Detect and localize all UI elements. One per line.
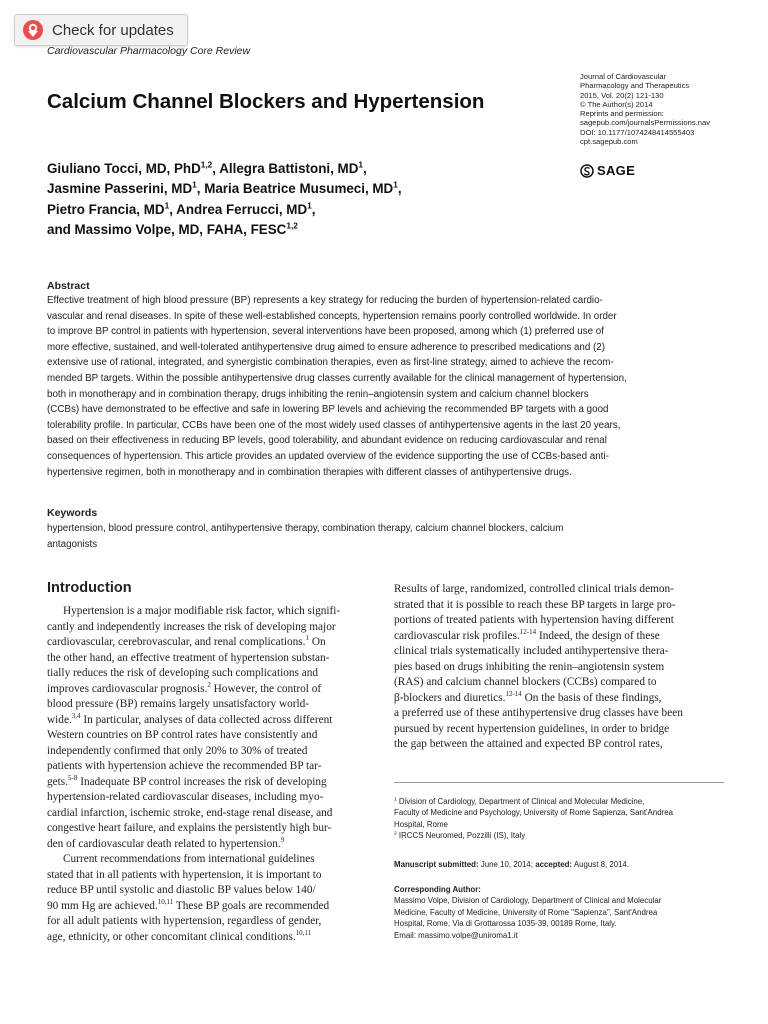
body-text-line: Results of large, randomized, controlled clinical trials demon- [394, 583, 674, 595]
abstract-line: Effective treatment of high blood pressure (BP) represents a key strategy for reducing the burden of hypertension-related cardio- [47, 295, 603, 306]
keywords-body [47, 521, 723, 552]
abstract-line: hypertensive regimen, both in monotherapy and in combination therapies with different classes of antihypertensive drugs. [47, 466, 572, 478]
keywords-line: hypertension, blood pressure control, antihypertensive therapy, combination therapy, calcium channel blockers, calcium [47, 523, 564, 534]
abstract-line: consequences of hypertension. This article provides an updated overview of the evidence supporting the use of CCBs-based anti- [47, 450, 609, 462]
corresponding-author-line: Medicine, Faculty of Medicine, University of Rome "Sapienza", Sant'Andrea [394, 907, 658, 917]
journal-info-line[interactable]: cpt.sagepub.com [580, 137, 638, 147]
publisher-name: SAGE [597, 163, 636, 178]
introduction-right-column [394, 582, 724, 753]
check-for-updates-label: Check for updates [52, 21, 174, 39]
keywords-heading: Keywords [47, 507, 98, 519]
journal-info-line[interactable]: DOI: 10.1177/1074248414555403 [580, 127, 695, 137]
body-text-line: strated that it is possible to reach these BP targets in large pro- [394, 598, 676, 611]
citation-ref[interactable]: 10,11 [295, 928, 312, 937]
journal-info-line: Reprints and permission: [580, 109, 664, 119]
body-text-line: the gap between the attained and expected BP control rates, [394, 738, 663, 750]
body-text-line: stated that in all patients with hypertension, it is important to [47, 868, 322, 881]
corresponding-author-line: Hospital, Rome, Via di Grottarossa 1035-39, 00189 Rome, Italy. [394, 919, 617, 929]
body-text-line: β-blockers and diuretics.$^{12-14}$ On the basis of these findings, [394, 689, 662, 704]
citation-ref[interactable]: 2 [207, 680, 211, 689]
body-text-line: cardial infarction, ischemic stroke, end-stage renal disease, and [47, 806, 333, 819]
author-line: and Massimo Volpe, MD, FAHA, FESC$^{1,2}$ [47, 220, 298, 237]
abstract-line: based on their effectiveness in reducing BP levels, good tolerability, and abundant evidence on reducing cardiovascular and renal [47, 435, 607, 447]
body-text-line: hypertension-related cardiovascular diseases, including myo- [47, 791, 324, 803]
body-text-line: independently confirmed that only 20% to 30% of treated [47, 744, 308, 757]
publisher-logo [580, 163, 635, 178]
body-text-line: for all adult patients with hypertension, regardless of gender, [47, 915, 322, 927]
journal-info [580, 72, 710, 146]
manuscript-dates [394, 859, 734, 870]
citation-ref[interactable]: 5-8 [68, 773, 78, 782]
journal-info-line: Journal of Cardiovascular [580, 72, 667, 81]
journal-info-line[interactable]: sagepub.com/journalsPermissions.nav [580, 118, 711, 128]
check-for-updates-button[interactable] [14, 14, 188, 46]
journal-info-line: Pharmacology and Therapeutics [580, 81, 690, 91]
body-text-line: blood pressure (BP) remains largely unsatisfactory world- [47, 698, 310, 710]
body-text-line: pursued by recent hypertension guidelines, in order to bridge [394, 722, 670, 735]
citation-ref[interactable]: 1 [305, 634, 309, 643]
corresponding-author-email[interactable]: Email: massimo.volpe@uniroma1.it [394, 930, 518, 940]
abstract-heading: Abstract [47, 280, 90, 292]
journal-info-line: © The Author(s) 2014 [580, 99, 653, 109]
body-text-line: Western countries on BP control rates have consistently and [47, 729, 318, 741]
article-title: Calcium Channel Blockers and Hypertension [47, 90, 485, 113]
author-line: Jasmine Passerini, $MD^1$, Maria Beatrice Musumeci, $MD^1$, [47, 179, 402, 197]
introduction-left-column [47, 604, 377, 945]
author-line: Giuliano Tocci, MD, PhD$^{1,2}$, Allegra Battistoni, $MD^1$, [47, 159, 367, 176]
body-text-line: Current recommendations from international guidelines [63, 853, 315, 865]
author-list [47, 159, 402, 240]
body-text-line: Hypertension is a major modifiable risk factor, which signifi- [63, 605, 341, 617]
footnote-divider [394, 782, 724, 783]
body-text-line: wide.$^{3,4}$ In particular, analyses of data collected across different [47, 711, 333, 726]
abstract-line: to improve BP control in patients with hypertension, several interventions have been proposed, among which (1) preferred use of [47, 326, 604, 338]
corresponding-author-line: Massimo Volpe, Division of Cardiology, Department of Clinical and Molecular [394, 896, 662, 906]
body-text-line: congestive heart failure, and explains the persistently high bur- [47, 822, 332, 834]
body-text-line: a preferred use of these antihypertensive drug classes have been [394, 707, 683, 719]
affiliation-line: $^1$ Division of Cardiology, Department of Clinical and Molecular Medicine, [394, 797, 645, 806]
body-text-line: portions of treated patients with hypertension having different [394, 614, 674, 626]
body-text-line: 90 mm Hg are achieved.$^{10,11}$ These BP goals are recommended [47, 897, 330, 912]
body-text-line: den of cardiovascular death related to hypertension.$^9$ [47, 835, 285, 850]
affiliation-line: $^2$ IRCCS Neuromed, Pozzilli (IS), Italy [394, 831, 526, 841]
corresponding-author [394, 884, 734, 941]
abstract-line: extensive use of rational, integrated, and synergistic combination therapies, even as first-line strategy, aimed to achieve the recom- [47, 357, 614, 369]
affiliations-footnote [394, 796, 734, 842]
sage-logo-icon [580, 164, 594, 178]
body-text-line: patients with hypertension achieve the recommended BP tar- [47, 760, 322, 772]
body-text-line: cardiovascular risk profiles.$^{12-14}$ Indeed, the design of these [394, 627, 660, 642]
abstract-line: both in monotherapy and in combination therapy, drugs inhibiting the renin–angiotensin system and calcium channel blockers [47, 388, 589, 400]
citation-ref[interactable]: 9 [280, 835, 285, 844]
abstract-line: vascular and renal diseases. In spite of these well-established concepts, hypertension remains poorly controlled worldwide. In order [47, 310, 617, 322]
body-text-line: improves cardiovascular prognosis.$^2$ However, the control of [47, 680, 322, 695]
citation-ref[interactable]: 3,4 [71, 711, 81, 720]
body-text-line: clinical trials systematically included antihypertensive thera- [394, 645, 669, 657]
corresponding-author-heading: Corresponding Author: [394, 885, 481, 894]
citation-ref[interactable]: 12-14 [505, 689, 522, 698]
citation-ref[interactable]: 10,11 [157, 897, 174, 906]
keywords-line: antagonists [47, 538, 98, 550]
body-text-line: cantly and independently increases the risk of developing major [47, 620, 336, 633]
abstract-line: mended BP targets. Within the possible antihypertensive drug classes currently available for the clinical management of hypertension, [47, 372, 627, 384]
body-text-line: cardiovascular, cerebrovascular, and renal complications.$^1$ On [47, 634, 326, 648]
author-line: Pietro Francia, $MD^1$, Andrea Ferrucci, $MD^1$, [47, 200, 316, 217]
body-text-line: the other hand, an effective treatment of hypertension substan- [47, 651, 330, 664]
abstract-line: more effective, sustained, and well-tolerated antihypertensive drug aimed to ensure adherence to prescribed medications and (2) [47, 341, 606, 353]
journal-info-line: 2015, Vol. 20(2) 121-130 [580, 90, 664, 100]
body-text-line: gets.$^{5-8}$ Inadequate BP control increases the risk of developing [47, 773, 327, 788]
body-text-line: pies based on drugs inhibiting the renin–angiotensin system [394, 660, 665, 673]
citation-ref[interactable]: 12-14 [519, 627, 537, 636]
body-text-line: reduce BP until systolic and diastolic BP values below 140/ [47, 884, 316, 896]
introduction-heading: Introduction [47, 580, 132, 596]
abstract-line: tolerability profile. In particular, CCBs have been one of the most widely used classes of antihypertensive agents in the last 20 years, [47, 419, 621, 431]
body-text-line: tially reduces the risk of developing such complications and [47, 667, 319, 679]
abstract-line: (CCBs) have demonstrated to be effective and safe in lowering BP levels and achieving the recommended BP targets with a good [47, 404, 609, 416]
series-title: Cardiovascular Pharmacology Core Review [47, 45, 251, 57]
body-text-line: age, ethnicity, or other concomitant clinical conditions.$^{10,11}$ [47, 928, 312, 943]
manuscript-dates-line: Manuscript submitted: June 10, 2014; accepted: August 8, 2014. [394, 860, 630, 869]
body-text-line: (RAS) and calcium channel blockers (CCBs) compared to [394, 676, 657, 688]
abstract-body [47, 293, 723, 480]
crossmark-icon [22, 19, 44, 41]
affiliation-line: Hospital, Rome [394, 819, 448, 829]
affiliation-line: Faculty of Medicine and Psychology, University of Rome Sapienza, Sant'Andrea [394, 808, 673, 818]
